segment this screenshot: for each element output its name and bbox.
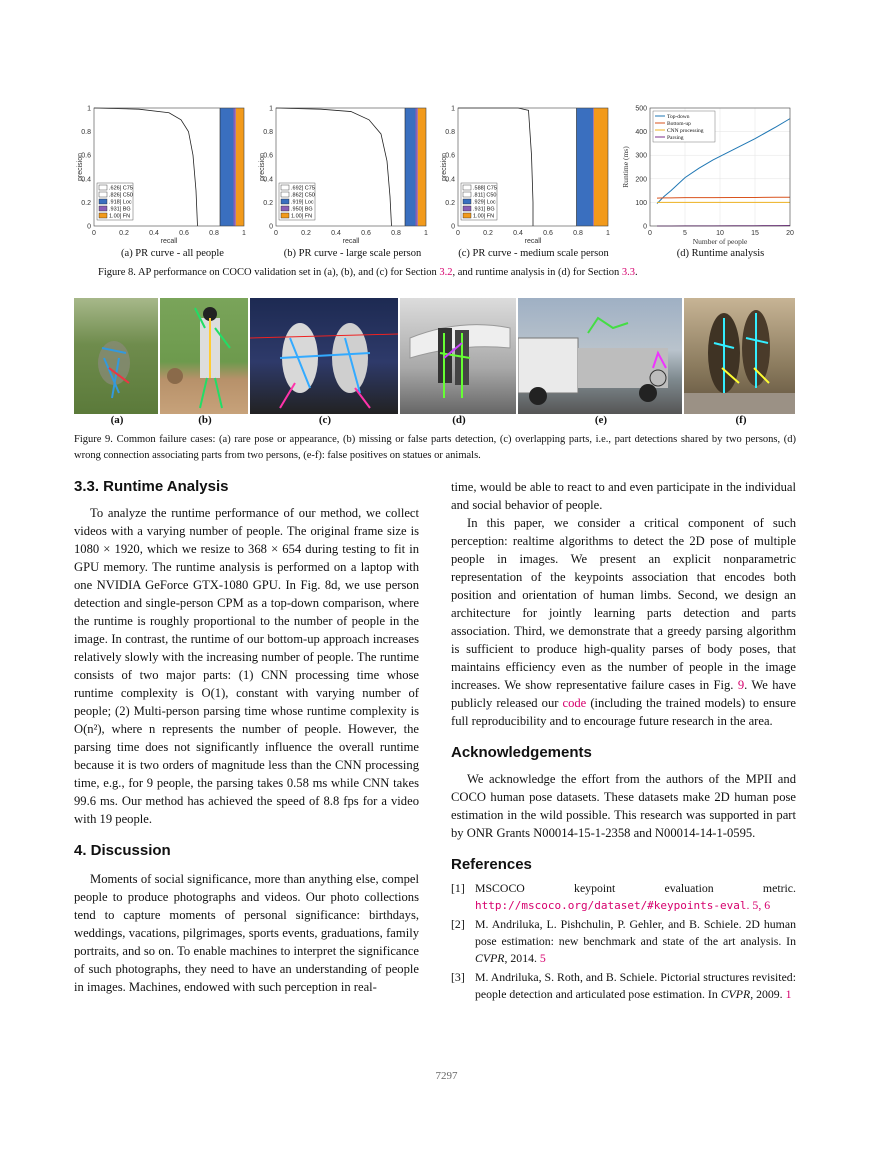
y-tick-label: 0.8 bbox=[263, 129, 273, 137]
legend-label: .931] BG bbox=[109, 206, 131, 213]
legend-label: .826] C50 bbox=[109, 192, 133, 199]
pr-curve-large-person bbox=[259, 104, 432, 245]
legend-label: Bottom-up bbox=[667, 121, 691, 127]
photo-truck-cyclist bbox=[518, 298, 682, 414]
legend-label: CNN processing bbox=[667, 128, 704, 134]
x-tick-label: 0.6 bbox=[543, 230, 553, 237]
discussion-paragraph: Moments of social significance, more than anything else, compel people to produce photographs and videos. Our photo collections tend to capture moments of personal significance: birthdays, weddings, vacations, pilgrimages, sports events, graduations, family portraits, and so on. To enable machines to interpret the significance of such photographs, they need to have an understanding of people in images. Machines, endowed with such perception in real- bbox=[74, 872, 419, 994]
x-tick-label: 0 bbox=[92, 230, 96, 237]
subcaption-b: (b) PR curve - large scale person bbox=[283, 248, 422, 259]
y-tick-label: 200 bbox=[635, 176, 647, 184]
section-ref-link[interactable]: 3.2 bbox=[439, 267, 453, 278]
x-tick-label: 0.2 bbox=[483, 230, 493, 237]
fn-area bbox=[594, 108, 608, 226]
runtime-paragraph: To analyze the runtime performance of our method, we collect videos with a varying number of people. The original frame size is 1080 × 1920, which we resize to 368 × 654 during testing to fit in GPU memory. The runtime analysis is performed on a laptop with one NVIDIA GeForce GTX-1080 GPU. In Fig. 8d, we use person detection and single-person CPM as a top-down comparison, where the runtime is roughly proportional to the number of people in the image. In contrast, the runtime of our bottom-up approach increases relatively slowly with the increasing number of people. The runtime consists of two major parts: (1) CNN processing time whose runtime complexity is O(1), constant with varying number of people; (2) Multi-person parsing time whose runtime complexity is O(n²), where n represents the number of people. However, the parsing time does not significantly influence the overall runtime because it is two orders of magnitude less than the CNN processing time, e.g., for 9 people, the parsing takes 0.58 ms while CNN takes 99.6 ms. Our method has achieved the speed of 8.8 fps for a video with 19 people. bbox=[74, 506, 419, 826]
photo-statues bbox=[684, 298, 795, 414]
y-axis-label: precision bbox=[259, 152, 266, 182]
legend-label: 1.00] FN bbox=[109, 213, 131, 220]
runtime-analysis-chart bbox=[621, 104, 796, 246]
legend-swatch bbox=[281, 199, 289, 204]
reference-list bbox=[451, 880, 796, 1003]
reference-item: [1] MSCOCO keypoint evaluation metric. http://mscoco.org/dataset/#keypoints-eval. 5, 6 bbox=[451, 881, 796, 912]
x-tick-label: 1 bbox=[242, 230, 246, 237]
loc-area bbox=[577, 108, 594, 226]
y-axis-label: precision bbox=[77, 152, 84, 182]
photo-label-e: (e) bbox=[594, 414, 608, 426]
x-axis-label: recall bbox=[342, 238, 360, 245]
legend-swatch bbox=[99, 213, 107, 218]
section-heading-runtime: 3.3. Runtime Analysis bbox=[74, 478, 229, 495]
x-tick-label: 0 bbox=[648, 230, 652, 237]
x-tick-label: 15 bbox=[751, 230, 759, 237]
y-tick-label: 0.6 bbox=[445, 152, 455, 160]
x-tick-label: 0 bbox=[274, 230, 278, 237]
x-tick-label: 0.6 bbox=[179, 230, 189, 237]
y-tick-label: 400 bbox=[635, 129, 647, 137]
legend-label: 1.00] FN bbox=[291, 213, 313, 220]
y-tick-label: 1 bbox=[269, 105, 273, 113]
y-tick-label: 0.4 bbox=[81, 176, 91, 184]
x-tick-label: 0.2 bbox=[119, 230, 129, 237]
figure9-caption: Figure 9. Common failure cases: (a) rare pose or appearance, (b) missing or false parts detection, (c) overlapping parts, i.e., part detections shared by two persons, (d) wrong connection associating parts from two persons, (e-f): false positives on statues or animals. bbox=[74, 434, 796, 461]
legend-swatch bbox=[463, 185, 471, 190]
left-column bbox=[74, 478, 419, 996]
figure8-caption: Figure 8. AP performance on COCO validation set in (a), (b), and (c) for Section 3.2, and runtime analysis in (d) for Section 3.3. bbox=[98, 267, 638, 278]
legend-label: .862] C50 bbox=[291, 192, 315, 199]
y-tick-label: 0.8 bbox=[81, 129, 91, 137]
photo-label-f: (f) bbox=[735, 414, 747, 426]
reference-url-link[interactable]: http://mscoco.org/dataset/#keypoints-eval bbox=[475, 899, 747, 912]
pr-curve-medium-person bbox=[441, 104, 614, 245]
failure-cases-photo-strip bbox=[74, 298, 795, 414]
x-tick-label: 0.6 bbox=[361, 230, 371, 237]
section-heading-discussion: 4. Discussion bbox=[74, 842, 171, 859]
section-ref-link[interactable]: 3.3 bbox=[621, 267, 636, 278]
page-number: 7297 bbox=[435, 1070, 458, 1082]
legend-swatch bbox=[99, 199, 107, 204]
legend-swatch bbox=[99, 206, 107, 211]
legend-swatch bbox=[463, 192, 471, 197]
y-tick-label: 0.6 bbox=[81, 152, 91, 160]
y-tick-label: 0 bbox=[269, 223, 273, 231]
x-tick-label: 1 bbox=[424, 230, 428, 237]
x-tick-label: 0.4 bbox=[331, 230, 341, 237]
right-column bbox=[451, 478, 796, 1003]
photo-beach-couple bbox=[400, 298, 516, 414]
legend-swatch bbox=[281, 213, 289, 218]
y-tick-label: 1 bbox=[87, 105, 91, 113]
section-heading-acknowledgements: Acknowledgements bbox=[451, 744, 592, 761]
legend-label: Top-down bbox=[667, 114, 690, 120]
legend-label: .931] BG bbox=[473, 206, 495, 213]
photo-fencing bbox=[250, 298, 398, 414]
legend-swatch bbox=[281, 185, 289, 190]
y-tick-label: 0.4 bbox=[263, 176, 273, 184]
x-axis-label: recall bbox=[524, 238, 542, 245]
legend-swatch bbox=[281, 192, 289, 197]
y-tick-label: 300 bbox=[635, 152, 647, 160]
y-tick-label: 0.4 bbox=[445, 176, 455, 184]
reference-item: [3] M. Andriluka, S. Roth, and B. Schiele. Pictorial structures revisited: people detection and articulated pose estimation. In CVPR, 2009. 1 bbox=[451, 970, 796, 1001]
x-tick-label: 1 bbox=[606, 230, 610, 237]
x-tick-label: 20 bbox=[786, 230, 794, 237]
x-tick-label: 0.4 bbox=[513, 230, 523, 237]
x-tick-label: 10 bbox=[716, 230, 724, 237]
x-tick-label: 0.2 bbox=[301, 230, 311, 237]
x-tick-label: 0.8 bbox=[391, 230, 401, 237]
legend-label: 1.00] FN bbox=[473, 213, 495, 220]
discussion-paragraph-2: In this paper, we consider a critical component of such perception: realtime algorithms to detect the 2D pose of multiple people in images. We present an explicit nonparametric representation of the keypoints association that encodes both position and orientation of human limbs. Second, we design an architecture for jointly learning parts detection and parts association. Third, we demonstrate that a greedy parsing algorithm is sufficient to produce high-quality parses of body poses, that maintains efficiency even as the number of people in the image increases. We show representative failure cases in Fig. 9. We have publicly released our code (including the trained models) to ensure full reproducibility and to encourage future research in the area. bbox=[451, 516, 796, 728]
legend-label: .626] C75 bbox=[109, 185, 133, 192]
fn-area bbox=[236, 108, 244, 226]
subcaption-a: (a) PR curve - all people bbox=[121, 248, 224, 259]
legend-label: .929] Loc bbox=[473, 199, 496, 206]
x-tick-label: 0 bbox=[456, 230, 460, 237]
y-tick-label: 0.6 bbox=[263, 152, 273, 160]
y-axis-label: Runtime (ms) bbox=[621, 146, 630, 188]
photo-label-c: (c) bbox=[318, 414, 332, 426]
bg-area bbox=[234, 108, 236, 226]
legend-swatch bbox=[281, 206, 289, 211]
x-tick-label: 0.8 bbox=[573, 230, 583, 237]
legend-swatch bbox=[463, 206, 471, 211]
legend-label: Parsing bbox=[667, 135, 684, 141]
legend-swatch bbox=[99, 192, 107, 197]
photo-rare-pose bbox=[74, 298, 158, 414]
x-tick-label: 5 bbox=[683, 230, 687, 237]
legend-swatch bbox=[99, 185, 107, 190]
x-axis-label: recall bbox=[160, 238, 178, 245]
fn-area bbox=[418, 108, 426, 226]
x-tick-label: 0.8 bbox=[209, 230, 219, 237]
legend-label: .811] C50 bbox=[473, 192, 497, 199]
loc-area bbox=[220, 108, 234, 226]
subcaption-c: (c) PR curve - medium scale person bbox=[458, 248, 609, 259]
legend-label: .950] BG bbox=[291, 206, 313, 213]
y-tick-label: 0 bbox=[451, 223, 455, 231]
legend-swatch bbox=[463, 199, 471, 204]
runtime-series-line bbox=[657, 197, 790, 198]
photo-label-a: (a) bbox=[110, 414, 124, 426]
y-axis-label: precision bbox=[441, 152, 448, 182]
photo-label-b: (b) bbox=[198, 414, 212, 426]
y-tick-label: 0.2 bbox=[263, 199, 273, 207]
bg-area bbox=[593, 108, 594, 226]
y-tick-label: 0.2 bbox=[445, 199, 455, 207]
figure-ref-link[interactable]: 9 bbox=[737, 678, 745, 692]
legend-label: .918] Loc bbox=[109, 199, 132, 206]
acknowledgements-paragraph: We acknowledge the effort from the authors of the MPII and COCO human pose datasets. These datasets make 2D human pose estimation in the wild possible. This research was supported in part by ONR Grants N00014-15-1-2358 and N00014-14-1-0595. bbox=[451, 772, 796, 840]
discussion-continued: time, would be able to react to and even participate in the individual and social behavior of people. bbox=[451, 480, 796, 512]
y-tick-label: 500 bbox=[635, 105, 647, 113]
code-link[interactable]: code bbox=[562, 696, 587, 710]
photo-baseball bbox=[160, 298, 248, 414]
y-tick-label: 1 bbox=[451, 105, 455, 113]
x-axis-label: Number of people bbox=[692, 237, 748, 246]
y-tick-label: 0 bbox=[643, 223, 647, 231]
y-tick-label: 0 bbox=[87, 223, 91, 231]
legend-label: .692] C75 bbox=[291, 185, 315, 192]
x-tick-label: 0.4 bbox=[149, 230, 159, 237]
y-tick-label: 0.2 bbox=[81, 199, 91, 207]
y-tick-label: 0.8 bbox=[445, 129, 455, 137]
loc-area bbox=[405, 108, 416, 226]
legend-swatch bbox=[463, 213, 471, 218]
bg-area bbox=[416, 108, 418, 226]
photo-label-d: (d) bbox=[452, 414, 466, 426]
pr-curve-all-people bbox=[77, 104, 250, 245]
legend-label: .919] Loc bbox=[291, 199, 314, 206]
subcaption-d: (d) Runtime analysis bbox=[676, 248, 765, 259]
section-heading-references: References bbox=[451, 856, 532, 873]
legend-label: .588] C75 bbox=[473, 185, 497, 192]
reference-item: [2] M. Andriluka, L. Pishchulin, P. Gehler, and B. Schiele. 2D human pose estimation: new benchmark and state of the art analysis. In CVPR, 2014. 5 bbox=[451, 917, 796, 965]
y-tick-label: 100 bbox=[635, 199, 647, 207]
